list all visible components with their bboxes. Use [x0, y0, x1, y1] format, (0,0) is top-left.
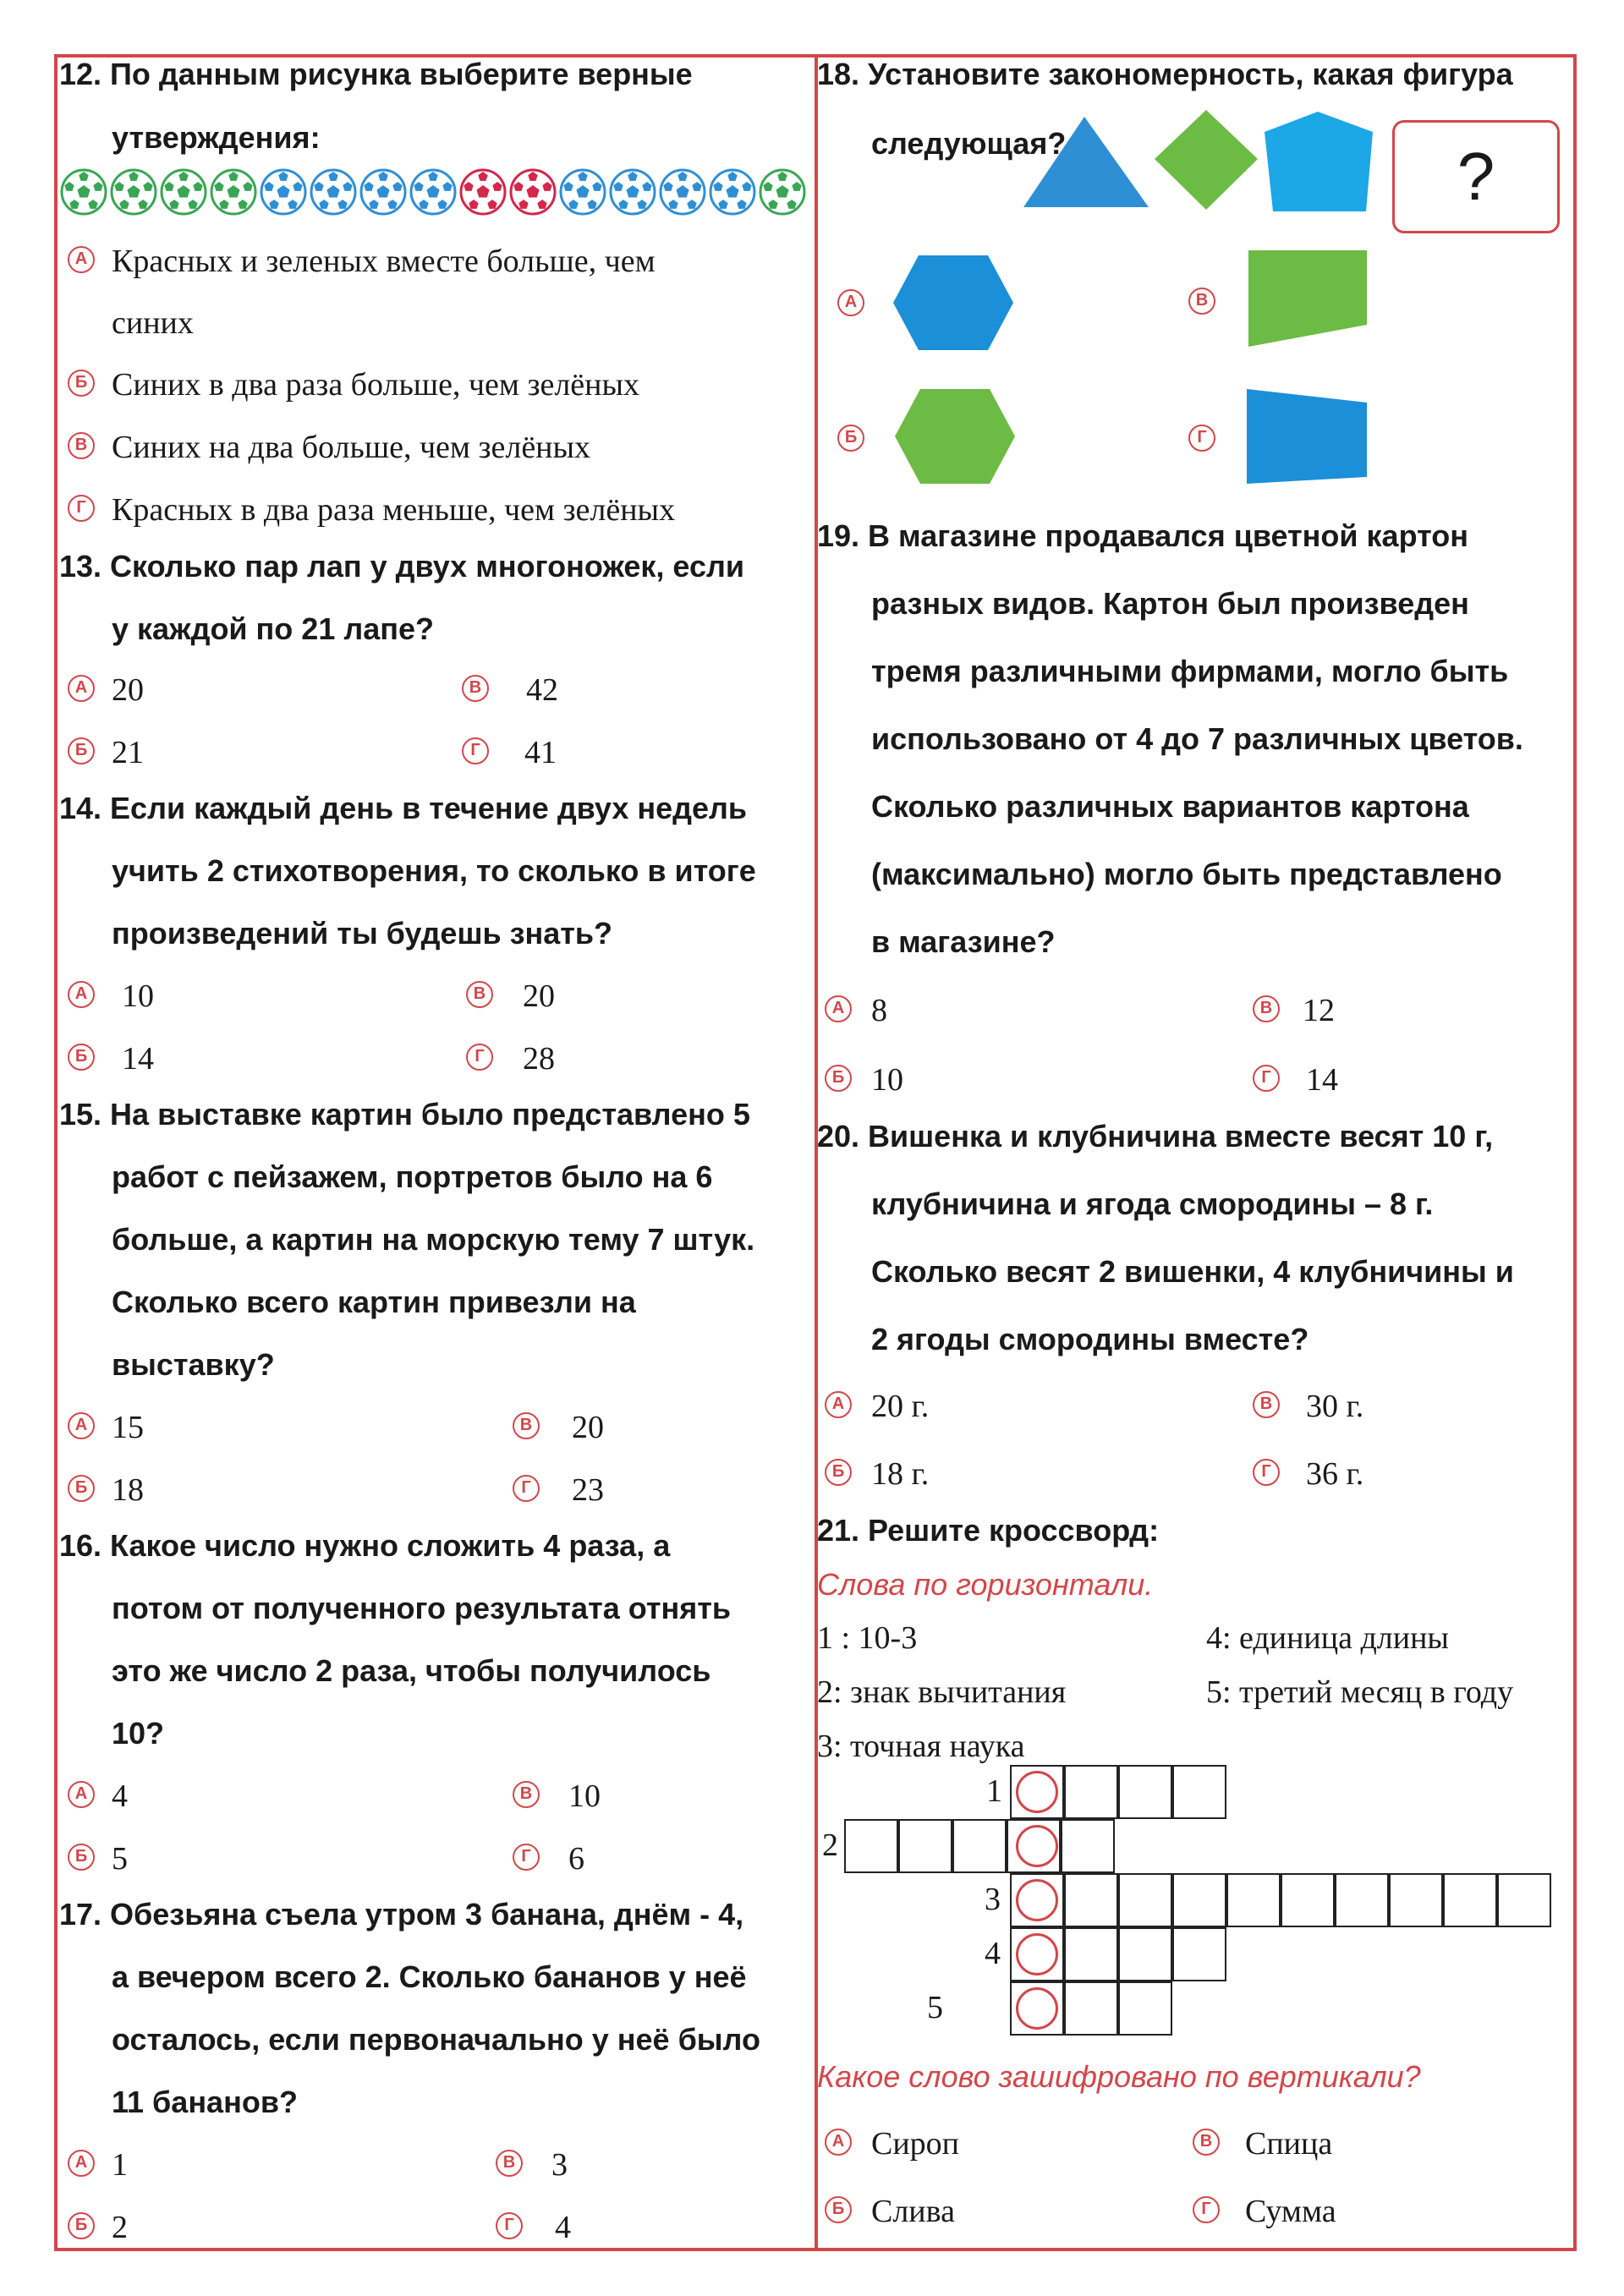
q21-option-d-text: Сумма	[1245, 2194, 1336, 2229]
q12-option-c-text: Синих на два больше, чем зелёных	[112, 430, 591, 465]
q20-line-1: 20. Вишенка и клубничина вместе весят 10 г,	[817, 1119, 1494, 1153]
q13-option-a-badge[interactable]: А	[68, 675, 95, 702]
football-blue-icon	[661, 170, 705, 214]
football-blue-icon	[361, 170, 405, 214]
q19-line-5: Сколько различных вариантов картона	[871, 789, 1469, 824]
crossword-row-number: 5	[927, 1990, 943, 2025]
crossword-row-number: 4	[985, 1936, 1001, 1971]
football-green-icon	[62, 170, 106, 214]
q19-option-a-badge[interactable]: А	[825, 995, 852, 1022]
q19-option-b-text: 12	[1303, 993, 1335, 1028]
football-blue-icon	[710, 170, 754, 214]
q17-option-a-text: 1	[112, 2147, 128, 2183]
q17-option-a-badge[interactable]: А	[68, 2150, 95, 2177]
q12-option-b-badge[interactable]: Б	[68, 370, 95, 397]
q19-line-3: тремя различными фирмами, могло быть	[871, 654, 1509, 688]
q21-option-a-badge[interactable]: А	[825, 2129, 852, 2156]
crossword-row-number: 3	[985, 1882, 1001, 1917]
crossword-cell[interactable]	[1443, 1873, 1497, 1927]
q21-clue-3: 3: точная наука	[817, 1729, 1025, 1764]
q14-option-c-badge[interactable]: Б	[68, 1044, 95, 1071]
q13-option-d-text: 41	[524, 735, 557, 770]
q12-option-d-text: Красных в два раза меньше, чем зелёных	[112, 492, 676, 528]
q12-option-a-line-1: Красных и зеленых вместе больше, чем	[112, 244, 656, 279]
q21-option-c-text: Слива	[871, 2194, 955, 2229]
crossword-row-number: 1	[986, 1773, 1002, 1809]
q16-line-1: 16. Какое число нужно сложить 4 раза, а	[59, 1528, 671, 1563]
football-green-icon	[760, 170, 804, 214]
q20-option-c-badge[interactable]: Б	[825, 1459, 852, 1486]
crossword-cell[interactable]	[1118, 1927, 1172, 1981]
q21-vertical-question: Какое слово зашифровано по вертикали?	[817, 2059, 1421, 2094]
football-green-icon	[211, 170, 255, 214]
crossword-cell[interactable]	[1226, 1873, 1281, 1927]
pentagon-shape	[1265, 112, 1373, 211]
q19-option-c-text: 10	[871, 1062, 903, 1098]
q19-option-d-text: 14	[1306, 1062, 1338, 1098]
q17-line-3: осталось, если первоначально у неё было	[112, 2022, 760, 2057]
football-balls-row	[59, 167, 812, 216]
crossword-cell[interactable]	[1061, 1819, 1115, 1873]
q20-line-2: клубничина и ягода смородины – 8 г.	[871, 1186, 1434, 1221]
q14-option-c-text: 14	[122, 1041, 154, 1077]
q14-option-b-text: 20	[523, 978, 555, 1014]
q17-option-d-badge[interactable]: Г	[496, 2212, 523, 2239]
crossword-cell[interactable]	[1064, 1927, 1118, 1981]
q21-horizontal-title: Слова по горизонтали.	[817, 1567, 1154, 1602]
q14-option-a-text: 10	[122, 978, 154, 1014]
q18-option-a-shape	[893, 255, 1013, 350]
q14-line-1: 14. Если каждый день в течение двух недель	[59, 791, 748, 825]
q19-line-6: (максимально) могло быть представлено	[871, 857, 1502, 891]
q15-line-4: Сколько всего картин привезли на	[112, 1285, 636, 1319]
q21-option-c-badge[interactable]: Б	[825, 2196, 852, 2223]
crossword-key-circle	[1016, 1879, 1058, 1921]
q12-option-a-badge[interactable]: А	[68, 246, 95, 273]
q21-clue-2: 2: знак вычитания	[817, 1674, 1067, 1710]
q12-option-a-line-2: синих	[112, 305, 194, 341]
q16-line-4: 10?	[112, 1716, 165, 1751]
hexagon-shape	[893, 255, 1013, 350]
q16-option-a-badge[interactable]: А	[68, 1781, 95, 1808]
crossword-key-circle	[1016, 1987, 1058, 2030]
q16-option-d-text: 6	[568, 1841, 584, 1877]
q18-option-c-badge[interactable]: Б	[837, 425, 864, 452]
q21-option-b-badge[interactable]: В	[1193, 2129, 1220, 2156]
crossword-cell[interactable]	[1281, 1873, 1335, 1927]
q18-shape-sequence	[1023, 110, 1379, 220]
q16-option-b-text: 10	[568, 1778, 601, 1814]
crossword-cell[interactable]	[1172, 1765, 1226, 1819]
football-blue-icon	[561, 170, 605, 214]
football-red-icon	[461, 170, 505, 214]
q17-line-1: 17. Обезьяна съела утром 3 банана, днём - 4,	[59, 1897, 744, 1932]
hexagon-shape	[895, 389, 1015, 484]
football-green-icon	[112, 170, 156, 214]
q12-option-b-text: Синих в два раза больше, чем зелёных	[112, 367, 640, 403]
q21-option-d-badge[interactable]: Г	[1193, 2196, 1220, 2223]
q16-line-3: это же число 2 раза, чтобы получилось	[112, 1653, 711, 1688]
q18-option-d-badge[interactable]: Г	[1188, 425, 1215, 452]
q19-line-1: 19. В магазине продавался цветной картон	[817, 518, 1468, 553]
q19-line-4: использовано от 4 до 7 различных цветов.	[871, 721, 1523, 756]
crossword-row-number: 2	[822, 1827, 838, 1863]
crossword-key-circle	[1016, 1771, 1058, 1813]
crossword-cell[interactable]	[1064, 1873, 1118, 1927]
q18-option-c-shape	[895, 389, 1015, 484]
crossword-cell[interactable]	[844, 1819, 898, 1873]
football-blue-icon	[311, 170, 355, 214]
q15-option-c-badge[interactable]: Б	[68, 1475, 95, 1502]
q14-option-d-text: 28	[523, 1041, 555, 1077]
q15-option-c-text: 18	[112, 1472, 144, 1508]
q15-line-2: работ с пейзажем, портретов было на 6	[112, 1159, 713, 1194]
crossword-key-circle	[1016, 1933, 1058, 1975]
q15-option-d-text: 23	[572, 1472, 604, 1508]
q20-option-b-text: 30 г.	[1306, 1389, 1364, 1424]
q15-line-1: 15. На выставке картин было представлено 5	[59, 1097, 750, 1132]
crossword-cell[interactable]	[1118, 1981, 1172, 2036]
q20-option-d-badge[interactable]: Г	[1253, 1459, 1280, 1486]
q15-option-d-badge[interactable]: Г	[513, 1475, 540, 1502]
q12-line-1: 12. По данным рисунка выберите верные	[59, 57, 693, 91]
q20-option-a-badge[interactable]: А	[825, 1391, 852, 1418]
q21-option-a-text: Сироп	[871, 2126, 960, 2162]
q17-option-c-text: 2	[112, 2210, 128, 2245]
q14-option-a-badge[interactable]: А	[68, 981, 95, 1008]
q18-question-box: ?	[1392, 120, 1560, 233]
crossword-cell[interactable]	[898, 1819, 952, 1873]
q15-option-a-badge[interactable]: А	[68, 1412, 95, 1439]
q14-option-b-badge[interactable]: В	[466, 981, 493, 1008]
q12-line-2: утверждения:	[112, 120, 321, 155]
crossword-cell[interactable]	[1064, 1981, 1118, 2036]
q16-option-b-badge[interactable]: В	[513, 1781, 540, 1808]
crossword-cell[interactable]	[1172, 1927, 1226, 1981]
q20-option-b-badge[interactable]: В	[1253, 1391, 1280, 1418]
q18-line-1: 18. Установите закономерность, какая фигура	[817, 57, 1513, 91]
q15-line-5: выставку?	[112, 1347, 275, 1382]
q13-option-c-text: 21	[112, 735, 144, 770]
pentagon-shape	[1248, 250, 1367, 347]
q20-line-4: 2 ягоды смородины вместе?	[871, 1322, 1309, 1356]
q13-option-c-badge[interactable]: Б	[68, 737, 95, 764]
crossword-cell[interactable]	[952, 1819, 1007, 1873]
football-green-icon	[162, 170, 206, 214]
q17-option-b-badge[interactable]: В	[496, 2150, 523, 2177]
q13-option-d-badge[interactable]: Г	[462, 737, 489, 764]
q18-option-b-badge[interactable]: В	[1188, 288, 1215, 315]
q16-option-c-text: 5	[112, 1841, 128, 1877]
crossword-cell[interactable]	[1064, 1765, 1118, 1819]
crossword-cell[interactable]	[1335, 1873, 1389, 1927]
crossword-key-circle	[1016, 1825, 1058, 1867]
q20-option-a-text: 20 г.	[871, 1389, 930, 1424]
q17-line-4: 11 бананов?	[112, 2085, 298, 2119]
q19-option-d-badge[interactable]: Г	[1253, 1065, 1280, 1092]
q16-option-c-badge[interactable]: Б	[68, 1844, 95, 1871]
q19-line-7: в магазине?	[871, 924, 1056, 959]
q17-option-b-text: 3	[551, 2147, 568, 2183]
q20-line-3: Сколько весят 2 вишенки, 4 клубничины и	[871, 1254, 1514, 1289]
q18-line-2: следующая?	[871, 126, 1067, 161]
q19-option-a-text: 8	[871, 993, 887, 1028]
q18-option-b-shape	[1248, 250, 1367, 347]
q20-option-c-text: 18 г.	[871, 1456, 930, 1492]
q20-option-d-text: 36 г.	[1306, 1456, 1364, 1492]
q17-option-d-text: 4	[555, 2210, 571, 2245]
q19-option-b-badge[interactable]: В	[1253, 995, 1280, 1022]
q19-line-2: разных видов. Картон был произведен	[871, 586, 1469, 621]
triangle-shape	[1023, 117, 1149, 207]
crossword-cell[interactable]	[1172, 1873, 1226, 1927]
q15-option-a-text: 15	[112, 1410, 144, 1445]
q14-line-2: учить 2 стихотворения, то сколько в итоге	[112, 853, 756, 888]
q14-line-3: произведений ты будешь знать?	[112, 916, 612, 951]
football-blue-icon	[611, 170, 655, 214]
q12-option-d-badge[interactable]: Г	[68, 495, 95, 522]
pentagon-shape	[1247, 389, 1367, 484]
q15-option-b-badge[interactable]: В	[513, 1412, 540, 1439]
q13-option-a-text: 20	[112, 672, 144, 708]
q19-option-c-badge[interactable]: Б	[825, 1065, 852, 1092]
square-shape	[1155, 110, 1258, 210]
q21-option-b-text: Спица	[1245, 2126, 1333, 2162]
crossword-cell[interactable]	[1389, 1873, 1443, 1927]
q12-option-c-badge[interactable]: В	[68, 432, 95, 459]
q21-clue-5: 5: третий месяц в году	[1206, 1674, 1514, 1710]
q18-option-a-badge[interactable]: А	[837, 289, 864, 316]
q13-line-1: 13. Сколько пар лап у двух многоножек, если	[59, 549, 744, 584]
q13-option-b-badge[interactable]: В	[462, 675, 489, 702]
football-blue-icon	[411, 170, 455, 214]
crossword-cell[interactable]	[1118, 1765, 1172, 1819]
q21-clue-4: 4: единица длины	[1206, 1620, 1449, 1656]
q14-option-d-badge[interactable]: Г	[466, 1044, 493, 1071]
crossword-cell[interactable]	[1118, 1873, 1172, 1927]
q17-option-c-badge[interactable]: Б	[68, 2212, 95, 2239]
crossword-cell[interactable]	[1497, 1873, 1551, 1927]
q16-option-a-text: 4	[112, 1778, 128, 1814]
q15-line-3: больше, а картин на морскую тему 7 штук.	[112, 1222, 755, 1257]
q15-option-b-text: 20	[572, 1410, 604, 1445]
q16-option-d-badge[interactable]: Г	[513, 1844, 540, 1871]
q21-clue-1: 1 : 10-3	[817, 1620, 918, 1656]
q13-line-2: у каждой по 21 лапе?	[112, 611, 434, 646]
q13-option-b-text: 42	[526, 672, 558, 708]
football-blue-icon	[261, 170, 305, 214]
q18-option-d-shape	[1247, 389, 1367, 484]
q17-line-2: а вечером всего 2. Сколько бананов у неё	[112, 1959, 747, 1994]
q16-line-2: потом от полученного результата отнять	[112, 1591, 731, 1625]
q21-title: 21. Решите кроссворд:	[817, 1513, 1160, 1548]
football-red-icon	[511, 170, 555, 214]
